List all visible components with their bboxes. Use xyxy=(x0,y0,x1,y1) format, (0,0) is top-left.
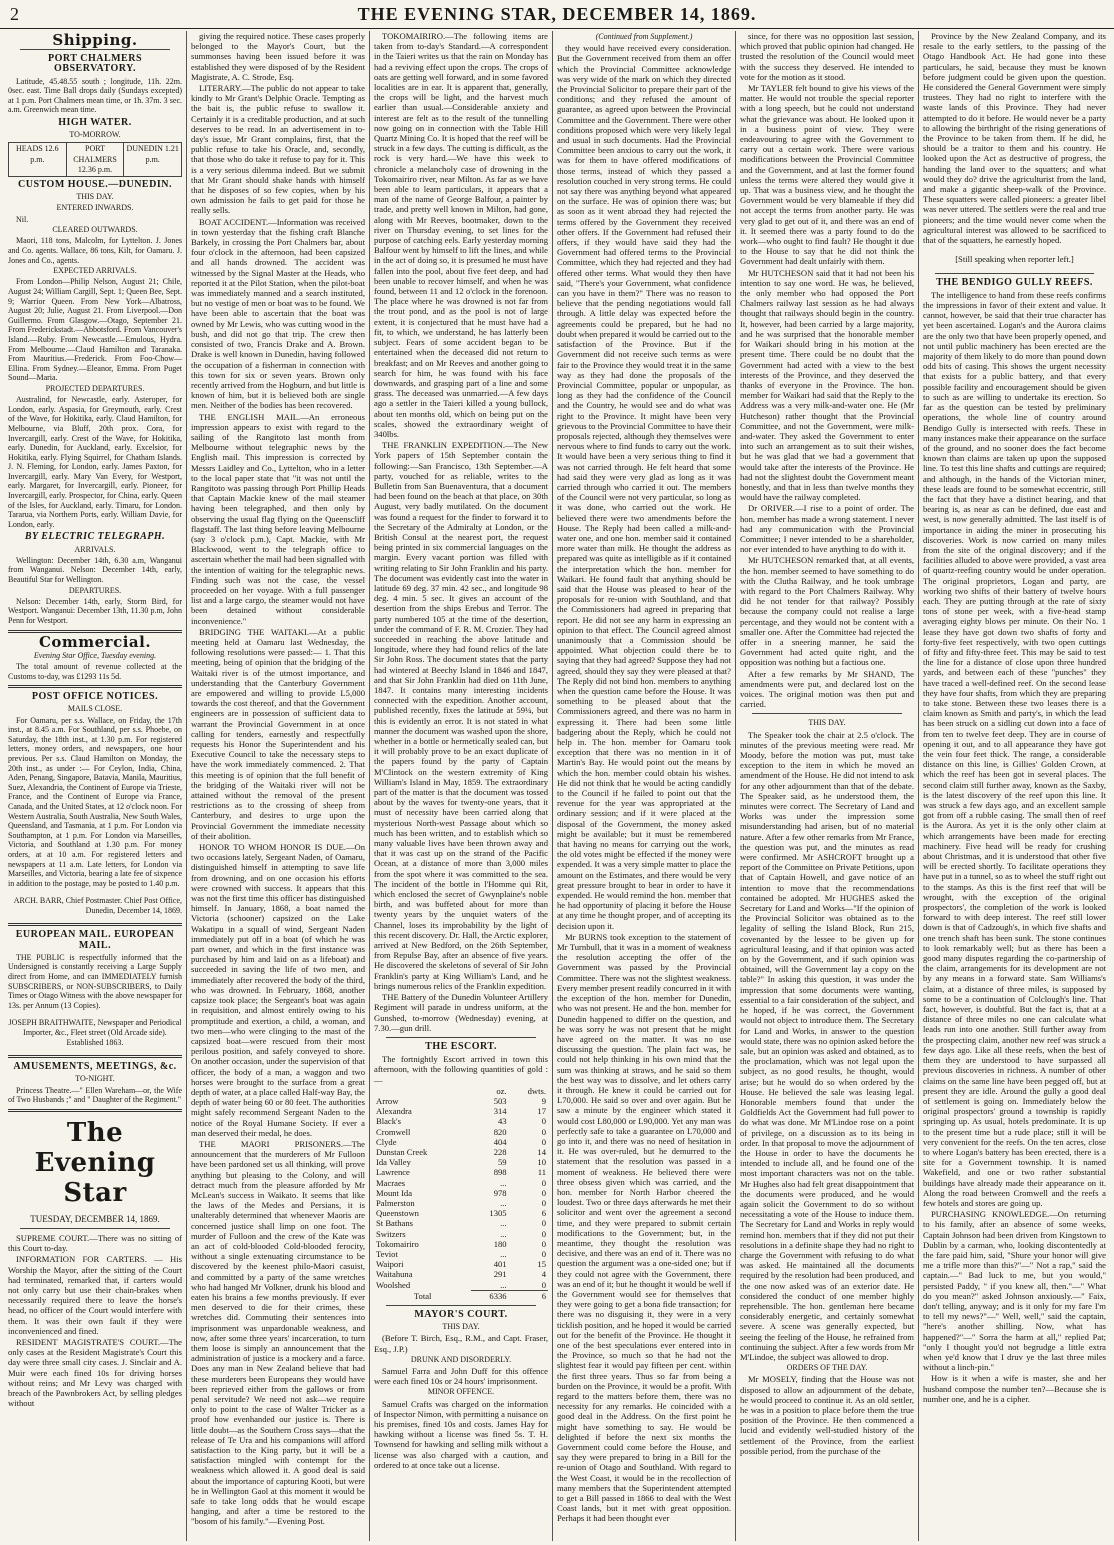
gold-cell-oz: ... xyxy=(500,1228,507,1239)
gold-cell-oz: 1305 xyxy=(489,1208,507,1219)
gold-cell-place: Arrow xyxy=(376,1095,399,1106)
customs-heading: CUSTOM HOUSE.—DUNEDIN. xyxy=(18,179,172,190)
high-water-sub: TO-MORROW. xyxy=(69,130,121,140)
departures-text: Australind, for Newcastle, early. Asteroper, for London, early. Aspasia, for Greymouth, early. Crest of the Wave, for Hokitika, early. Claud Hamilton, for Melbourne, via Bluff, 20th prox. Cora, for Invercargill, early. Crest of the Wave, for Hokitika, early. Dunedin, for Auckland, early. Excelsior, for Hokitika, early. Flying Squirrel, for Chatham Islands. J. N. Fleming, for London, early. James Paxton, for Invercargill, early. Mary Van Every, for Westport, early. Margaret, for Invercargill, early. Pioneer, for Invercargill, early. Prospector, for China, early. Queen of the Isles, for Auckland, early. Timaru, for London. Tararua, via Northern Ports, early. William Davie, for London, early. xyxy=(8,395,182,529)
column-6 xyxy=(919,31,1110,1541)
gold-cell-dwts: 15 xyxy=(537,1259,546,1270)
gold-row xyxy=(374,1229,548,1239)
mayor-court-sub: THIS DAY. xyxy=(442,1322,480,1332)
euro-mail-heading: EUROPEAN MAIL. EUROPEAN MAIL. xyxy=(15,929,175,951)
paper-title: The Evening Star xyxy=(34,1117,156,1208)
gold-cell-oz: 404 xyxy=(493,1136,507,1147)
gold-cell-dwts: 0 xyxy=(541,1126,546,1137)
col5-amendments: After a few remarks by Mr SHAND, The amendments were put, and declared lost on the voices. The original motion was then put and carried. xyxy=(740,668,914,710)
gold-cell-place: Dunstan Creek xyxy=(376,1146,428,1157)
gold-cell-place: Clyde xyxy=(376,1136,397,1147)
col2-waitaki: BRIDGING THE WAITAKI.—At a public meeting held at Oamaru last Wednesday, the following resolutions were passed:— 1. That this meeting, being of opinion that the bridging of the Waitaki river is of the utmost importance, and understanding that the Canterbury Government are empowered and willing to provide L5,000 towards the cost thereof, and that the Government engineers are in possession of sufficient data to warrant the Provincial Government in at once calling for tenders, earnestly and respectfully requests his Honor the Superintendent and his Executive Council to take the necessary steps to have the work immediately commenced. 2. That this meeting is of opinion that the full benefit of the bridging of the Waitaki river will not be attained without the removal of the present restrictions as to the crossing of sheep from Canterbury, and desires to urge upon the Provincial Government the immediate necessity of their abolition. xyxy=(191,626,365,841)
gold-row xyxy=(374,1239,548,1249)
column-5 xyxy=(736,31,919,1541)
gold-cell-dwts: 0 xyxy=(541,1177,546,1188)
continued-note: (Continued from Supplement.) xyxy=(595,32,693,41)
cleared-heading: CLEARED OUTWARDS. xyxy=(52,225,138,235)
local-carters: INFORMATION FOR CARTERS. — His Worship the Mayor, after the sitting of the Court had terminated, remarked that, if carters would not only carry but use their chain-brakes when necessarily required there to leave the horse's head, no officer of the Court would interfere with them. It was their own fault if they were inconvenienced and fined. xyxy=(8,1254,182,1336)
drunk-text: Samuel Farra and John Duff for this offence were each fined 10s or 24 hours' imprisonment. xyxy=(374,1366,548,1387)
page-number: 2 xyxy=(10,4,20,24)
drunk-heading: DRUNK AND DISORDERLY. xyxy=(410,1354,512,1364)
col2-text-1: giving the required notice. These cases properly belonged to the Mayor's Court, but the summonses having been issued before it was established they were disposed of by the Resident Magistrate, A. C. Strode, Esq. xyxy=(191,31,365,82)
gold-cell-place: Waipori xyxy=(376,1259,404,1270)
gold-total-label: Total xyxy=(413,1290,432,1301)
tel-departures-heading: DEPARTURES. xyxy=(68,585,122,595)
observatory-text: Latitude, 45.48.55 south ; longitude, 11h. 22m. 0sec. east. Time Ball drops daily (Sundays excepted) at 1 p.m. Port Chalmers mean time, or 1h. 37m. 3 sec. a.m. Greenwich mean time. xyxy=(8,76,182,115)
gold-cell-oz: 401 xyxy=(493,1259,507,1270)
euro-mail-sign: JOSEPH BRAITHWAITE, Newspaper and Periodical Importer, &c., Fleet street (Old Arcade side). Established 1863. xyxy=(8,1018,182,1047)
gold-header-row xyxy=(374,1086,548,1096)
commercial-text: The total amount of revenue collected at the Customs to-day, was £1293 11s 5d. xyxy=(8,662,182,681)
escort-heading: THE ESCORT. xyxy=(425,1040,497,1052)
gold-cell-place: Alexandra xyxy=(376,1106,412,1117)
date-line: TUESDAY, DECEMBER 14, 1869. xyxy=(30,1213,160,1224)
gold-cell-dwts: 4 xyxy=(541,1269,546,1280)
col4-burns: Mr BURNS took exception to the statement of Mr Turnbull, that it was in a moment of weakness the resolution accepting the offer of the Government was passed by the Provincial Committee. There was not the slightest weakness. Every member present readily concurred in it with the exception of the hon. member for Dunedin, who was not present. He and the hon. member for Dunedin happened to differ on the question, and he was sorry he was not present that he might have agreed on the matter. It was no use discussing the question. The plain fact was, he could not help thinking in his own mind that the sum was thinking at straws, and he said so them the best way was to dissolve, and let others carry it through. He knew it could be carried out for L70,000. He said so over and over again. But he saw a minute by the engineer which stated it would cost L80,000 or L90,000. Yet any man was perfectly safe to take a guarantee on L70,000 and go into it, and there was no need of hesitation in it. He was over-ruled, but he demurred to the statement that the resolution was passed in a moment of weakness. He believed there were three obsess given which was carried, and the hon. member for North Harbor cheered the loudest. Two or three days afterwards he met their solicitor and went over the agreement a second time, and they were prepared to submit certain modifications to the Government; but, in the meantime, they thought the resolution was decisive, and there was an end of it. There was no question the argument was a one-sided one; but if they could not agree with the Government, there was an end of it; but he thought it would be well if the Government would see for themselves that they were going to get a bona fide transaction; for there was no disguising it, they were in a very ticklish position, and he hoped it would be carried out for the benefit of the Province. He thought it one of the best speculations ever entered into in the Province, so much so that he had not the slightest fear it would pay fifteen per cent. within the first three years. Thus so far from being a burden on the Province, it would be a profit. With regard to the matters before them, there was no necessity for any remarks. He coincided with a good deal in the Address. On the first point he might have something to say. He would be delighted if before the next six months the Government could come before the House, and say they were prepared to bring in a Bill for the re-union of Otago and Southland. With regard to the West Coast, it would be in the recollection of many members that the Superintendent attempted to get a Bill passed in 1866 to deal with the West Coast lands, but it met with great opposition. Perhaps it had been thought ever xyxy=(557,931,731,1524)
gold-cell-oz: 820 xyxy=(493,1126,507,1137)
tel-departures-text: Nelson: December 14th, early, Storm Bird, for Westport. Wanganui: December 13th, 11.30 p.m, John Penn for Westport. xyxy=(8,596,182,626)
gold-row xyxy=(374,1106,548,1116)
gold-cell-dwts: 0 xyxy=(541,1228,546,1239)
commercial-sub: Evening Star Office, Tuesday evening. xyxy=(33,650,157,660)
post-text: For Oamaru, per s.s. Wallace, on Friday, the 17th inst., at 8.45 a.m. For Southland, per s.s. Phoebe, on Saturday, the 18th inst., at 1.30 p.m. For registered letters, money orders, and newspapers, one hour previous. Per s.s. Claud Hamilton on Monday, the 20th inst., as under :— For Ceylon, India, China, Aden, Penang, Singapore, Batavia, Manila, Mauritius, Suez, Alexandria, the Continent of Europe via Trieste, France, and the Continent of Europe via France, Canada, and the United States, at 12 o'clock noon. For Western Australia, South Australia, New South Wales, Queensland, and Tasmania, at 1 p.m. For London via Southampton, at 1 p.m. For London via Marseilles, Victoria, and Southland at 1.30 p.m. For money orders, at at 10 a.m. For registered letters and newspapers at 11 a.m. Late letters, for London via Marseilles, and Victoria, bearing a late fee of sixpence in addition to the postage, may be posted to 1.40 p.m. xyxy=(8,715,182,888)
col2-maori-prisoners: THE MAORI PRISONERS.—The announcement that the murderers of Mr Fulloon have been pardoned set us all thinking, will prove anything but pleasing to the Colony, and will detract much from the pleasure afforded by Mr McLean's success in Waikato. It seems that like the laws of the Medes and Persians, it is unalterably determined that whenever Maoris are concerned justice shall limp on one foot. The murder of Fulloon and the crew of the Kate was an act of cold-blooded Cold-blooded ferocity, without a single extenuating circumstance to be discovered by the keenest philo-Maori casuist, and committed by a party of the same wretches who had hanged Mr Volkner, drunk his blood and eaten his brains a few months previously. If ever men deserved to die for their crimes, these wretches did. Commuting their sentences into imprisonment was unpardonable weakness, and now, after some three years' incarceration, to turn them loose is simply an announcement that the administration of justice is a mockery and a farce. Does any man in New Zealand believe that had these murderers been Europeans they would have been reprieved either from the gallows or from penal servitude? We need not ask—we require only to point to the case of Walter Tricker as a proof how evenhanded our justice is. There is little doubt—as the Southern Cross says—that the release of Te Ura and his companions will afford satisfaction to the King party, but it will be a satisfaction mingled with contempt for the weakness which allowed it. A good deal is said about the importance of capturing Kooti, but were he in Wellington Gaol at this moment it would be safe to take long odds that he would escape hanging, and after a time be restored to the "bosom of his family."—Evening Post. xyxy=(191,1138,365,1527)
gold-cell-oz: ... xyxy=(500,1177,507,1188)
gold-row xyxy=(374,1116,548,1126)
gold-cell-place: Switzers xyxy=(376,1228,406,1239)
gold-cell-dwts: 0 xyxy=(541,1116,546,1127)
gold-cell-oz: 314 xyxy=(493,1106,507,1117)
cleared-text: Maori, 118 tons, Malcolm, for Lyttelton. J. Jones and Co. agents. Wallace, 86 tons, Kilt, for Oamaru. J. Jones and Co., agents. xyxy=(8,236,182,265)
gold-cell-dwts: 0 xyxy=(541,1248,546,1259)
local-rm-court: RESIDENT MAGISTRATE'S COURT.—The only cases at the Resident Magistrate's Court this day were three small city cases. J. Sinclair and A. Muir were each fined 10s for driving horses without reins; and Mr Levy was charged with breach of the Pawnbrokers Act, by selling pledges without xyxy=(8,1337,182,1409)
col5-this-day: The Speaker took the chair at 2.5 o'clock. The minutes of the previous meeting were read. Mr Moody, before the motion was put, must take exception to the item in which he moved an amendment of the House. He did not intend to ask for any other adjournment than that of the debate. The Speaker said, as he understood them, the minutes were correct. The Secretary of Land and Works was under the impression some misunderstanding had arisen, but of no material nature. After a few other remarks from Mr France, the question was put, and the minutes as read were confirmed. Mr ASHCROFT brought up a report of the Committee on Private Petitions, upon that of Captain Howell, and gave notice of an intention to move that the recommendations contained be adopted. Mr HUGHES asked the Secretary for Land and Works—"If the opinion of the Provincial Solicitor was obtained as to the legality of selling the Island Block, Run 215, covenanted by the lessee to be given up for agricultural leasing, and if that opinion was acted on by the Government, and if such opinion was obtained, will the Government lay a copy on the table?" In asking this question, it was under the impression that some documents were wanting, essential to a fair consideration of the subject, and he hoped, if he was correct, the Government would not object to introduce them. The Secretary for Land and Works, in answer to the question would state, there was no opinion asked before the sale, but an opinion was asked and obtained, as to the proclamation, which was not legal upon the subject, as no good results, he thought, would arise; but he would do so when ordered by the House. He believed the sale was leasing legal. Honorable members found that under the Goldfields Act the Government had full power to do what was done. Mr M'Lindoe rose on a point of privilege, on a discussion as to its being in order. In that proposal to move the adjournment of the House in order to have the documents he intended to include all, and he found one of the most important characters was not on the table. Mr Hughes also had felt great disappointment that the documents were produced, and he would again solicit the Government to do so without necessitating a vote of the House to induce them. The Secretary for Land and Works in reply would remind hon. members that if they did not put their resolutions in a definite shape they had no right to charge the Government with refusing to do what was asked. He maintained all the documents required by the resolution had been produced, and the one now asked was of an exterior date. He considered the conduct of one member highly reprehensible. The hon. gentleman here became considerably energetic, and certainly somewhat severe. A scene was generally expected, but seeing the feeling of the House, he refrained from continuing the subject. After a few words from Mr M'Lindoe, the subject was allowed to drop. xyxy=(740,729,914,1362)
col2-english-mail: THE ENGLISH MAIL.—An erroneous impression appears to exist with regard to the sailing of the Rangitoto last month from Melbourne without telegraphic news by the English mail. This impression is corrected by Messrs Laidley and Co., Lyttelton, who in a letter to the local paper state that "it was not until the Rangitoto was passing through Port Phillip Heads that Captain Mackie knew of the mail steamer having been telegraphed, and then only by observing the usual flag flying on the Queenscliff flagstaff. The last thing before leaving Melbourne (say 3 o'clock p.m.), Capt. Mackie, with Mr Blackwood, went to the telegraph office to ascertain whether the mail had been signalled with the intention of waiting for the telegraphic news. Finding such was not the case, the vessel proceeded on her voyage. With a full passenger list and a large cargo, the steamer would not have been detained without considerable inconvenience." xyxy=(191,411,365,626)
telegraph-heading: BY ELECTRIC TELEGRAPH. xyxy=(24,531,166,543)
gold-head-oz: oz. xyxy=(496,1085,507,1096)
col6-reporter-note: [Still speaking when reporter left.] xyxy=(955,253,1074,264)
entered-text: Nil. xyxy=(16,214,29,224)
gold-cell-place: Tokomairiro xyxy=(376,1238,419,1249)
col5-mosely: Mr MOSELY, finding that the House was not disposed to allow an adjournment of the debate, he would proceed to continue it. As an old settler, he was in a position to place before them the true position of the Province. He then commenced a lucid and evidently well-studied history of the settlement of the Province, from the earliest possible period, from the purchase of the xyxy=(740,1374,914,1456)
gold-row xyxy=(374,1178,548,1188)
tide-table xyxy=(8,142,182,177)
tide-dunedin: DUNEDIN 1.21 p.m. xyxy=(126,144,179,164)
minor-text: Samuel Crafts was charged on the information of Inspector Nimon, with permitting a nuisance on his premises, fined 10s and costs. James Hay for hawking without a license was fined 5s. T. H. Townsend for hawking and selling milk without a license was also charged with a caution, and ordered to at once take out a license. xyxy=(374,1398,548,1470)
bendigo-heading: THE BENDIGO GULLY REEFS. xyxy=(936,276,1093,288)
entered-heading: ENTERED INWARDS. xyxy=(56,203,134,213)
gold-row xyxy=(374,1249,548,1259)
gold-row xyxy=(374,1137,548,1147)
column-1 xyxy=(4,31,187,1541)
tide-port-chalmers: PORT CHALMERS 12.36 p.m. xyxy=(67,143,125,176)
high-water-heading: HIGH WATER. xyxy=(58,116,132,128)
gold-cell-place: Teviot xyxy=(376,1248,398,1259)
amusements-heading: AMUSEMENTS, MEETINGS, &c. xyxy=(13,1061,177,1073)
gold-cell-oz: 228 xyxy=(493,1146,507,1157)
escort-text: The fortnightly Escort arrived in town this afternoon, with the following quantities of gold :— xyxy=(374,1054,548,1085)
gold-cell-oz: 59 xyxy=(497,1157,507,1168)
gold-cell-place: Queenstown xyxy=(376,1208,419,1219)
gold-cell-place: Black's xyxy=(376,1116,401,1127)
gold-table xyxy=(374,1086,548,1301)
departures-heading: PROJECTED DEPARTURES. xyxy=(45,383,145,393)
gold-head-dwts: dwts. xyxy=(527,1085,546,1096)
gold-cell-dwts: 0 xyxy=(541,1136,546,1147)
column-3 xyxy=(370,31,553,1541)
commercial-heading: Commercial. xyxy=(38,632,152,651)
gold-row xyxy=(374,1147,548,1157)
gold-cell-place: Woolshed xyxy=(376,1279,411,1290)
gold-total-row xyxy=(374,1290,548,1301)
mayor-court-heading: MAYOR'S COURT. xyxy=(414,1308,508,1320)
gold-row xyxy=(374,1188,548,1198)
gold-row xyxy=(374,1259,548,1269)
gold-cell-dwts: 0 xyxy=(541,1279,546,1290)
col6-riddle: How is it when a wife is master, she and her husband compose the number ten?—Because she is number one, and he is a cipher. xyxy=(923,1373,1106,1404)
gold-row xyxy=(374,1269,548,1279)
mayor-court-bench: (Before T. Birch, Esq., R.M., and Capt. Fraser, Esq., J.P.) xyxy=(374,1333,548,1354)
gold-cell-oz: ... xyxy=(500,1248,507,1259)
gold-cell-oz: 43 xyxy=(497,1116,507,1127)
gold-cell-dwts: 11 xyxy=(537,1167,546,1178)
observatory-heading: PORT CHALMERS OBSERVATORY. xyxy=(47,53,143,75)
gold-cell-dwts: 0 xyxy=(541,1187,546,1198)
col6-province: Province by the New Zealand Company, and its resale to the early settlers, to the passing of the Otago Handbook Act. He had gone into these particulars, he said, because they must be known before judgment could be given upon the question. He considered the General Government were simply trustees. They had no right to interfere with the waste lands of this Province. They had never attempted to do it before. He would never be a party to allowing the birthright of the rising generations of the Province to be taken from them. If he did, he should be a traitor to them and his country. He looked upon the Act as destructive of progress, the handing the land over to the squatters; and what would they do? drive the agriculturist from the land, and make a gigantic sheep-walk of the Province. These squatters were called pioneers: a greater libel was never uttered. The settlers were the real and true pioneers; and the time would never come when the agricultural interest was allowed to be sacrificed to that of the squatters, he earnestly hoped. xyxy=(923,31,1106,246)
col3-battery: THE Battery of the Dunedin Volunteer Artillery Regiment will parade in undress uniform, at the Gunshed, to-morrow (Wednesday) evening, at 7.30.—gun drill. xyxy=(374,992,548,1033)
gold-row xyxy=(374,1198,548,1208)
gold-total-dwts: 6 xyxy=(509,1290,548,1301)
gold-cell-place: St Bathans xyxy=(376,1218,414,1229)
gold-cell-dwts: 14 xyxy=(537,1146,546,1157)
gold-total-oz: 6336 xyxy=(471,1290,508,1301)
gold-cell-place: Cromwell xyxy=(376,1126,411,1137)
col4-debate-1: they would have received every consideration. But the Government received from them an offer which the Provincial Committee acknowledge was very wide of the mark on which they directed the Provincial Solicitor to prepare their part of the conditions; and they refused the amount of guarantee, as agreed upon between the Provincial Committee and the Government. There were other conditions proposed which were very likely legal and usual in such documents. Had the Provincial Committee been anxious to carry out the work, it was for them to have offered modifications of those terms, instead of which they passed a resolution couched in very strong terms. He could not say there was anything beyond what appeared on the surface. He was of opinion there was; but as soon as it went abroad they had rejected the terms offered by the Government they received other offers. If the Government had refused their offers, if they would have said they had the Government had offered terms to the Provincial Committee, which they had rejected and they had offered other terms. What would they then have said, "There's your Government, what confidence can you have in them?" There was no reason to believe that the pending negotiations would fall through. A little delay was expected before the agreements could be prepared, but he had no doubt when prepared it would be carried out to the satisfaction of the Province. But if the Government did not receive such terms as were fair to the Province they would treat it in the same way as they had done the proposals of the Provincial Committee, popular or unpopular, as long as they had the confidence of the Council and the Country, he would see and do what was right to the Province. It might have been very grievous to the Provincial Committee to have their proposals rejected, although they themselves were nervous where to find funds to carry out the work. It would have been a very serious thing to find it was not carried through. He felt heard that some had said they were very glad as long as it was carried through who carried it out. The members of the Council were not very particular, so long as it was done, who carried out the work. He believed there were two amendments before the House. The Reply had been called a milk-and-water one, and one hon. member said it contained more water than milk. He thought the address as prepared was quite as intelligible as if it contained the interpretation which the hon. member for Waikari. He found fault that anything should be said that the House was pleased to hear of the proposals for re-union with Southland, and that the Commissioners had agreed in preparing that report. He did not see any harm in expressing an opinion to that effect. The Council agreed almost unanimously that a Commission should be appointed. What objection could there be to saying that they had agreed? Suppose they had not agreed, should they say they were pleased at that? The Reply did not bind hon. members to anything when the question came before the House. It was something to be pleased about that the Commissioners agreed, and there was no harm in expressing it. There had been some little badgering about the Reply, which he could not help in. The hon. member for Oamaru took exception that there was no mention in it of Martin's Bay. He would point out the means by which the hon. member could obtain his wishes. He did not think that he would be acting candidly to the Council if he failed to point out that the revenue for the year was appropriated at the ordinary session; and if it were placed at the disposal of the Government, the money asked might be available; but it must be remembered that having no means for carrying out the work, the old votes might be effected if the money were expended. It was a very simple matter to place the amount on the Estimates, and there would be very great pressure brought to bear in order to have it expended. He would remind the hon. member that he had opportunity of placing it before the House at any time he thought proper, and of accepting its decision upon it. xyxy=(557,43,731,931)
gold-cell-dwts: 10 xyxy=(537,1157,546,1168)
gold-cell-place: Lawrence xyxy=(376,1167,410,1178)
column-4 xyxy=(553,31,736,1541)
gold-cell-oz: ... xyxy=(500,1279,507,1290)
gold-cell-oz: 180 xyxy=(493,1238,507,1249)
gold-cell-oz: 898 xyxy=(493,1167,507,1178)
post-sign: ARCH. BARR, Chief Postmaster. Chief Post Office, Dunedin, December 14, 1869. xyxy=(13,896,182,915)
gold-cell-oz: ... xyxy=(500,1197,507,1208)
col2-boat-accident: BOAT ACCIDENT.—Information was received in town yesterday that the fishing craft Blanche Barkely, in crossing the Port Chalmers bar, about four o'clock in the afternoon, had been capsized and all hands drowned. The accident was witnessed by the Signal Master at the Heads, who reported it at the Pilot Station, when the pilot-boat was immediately manned and a search instituted, but no vestige of men or boat was to be found. We have been able to ascertain that the boat was owned by Mr Lewis, who was cutting wood in the bush, and did not go that trip. The crew then consisted of two, Francis Drake and A. Brown. Drake is well known in Dunedin, having followed the occupation of a fisherman in connection with this town for six or seven years. Brown only recently arrived from the Hogburn, and but little is known of him, but it is believed both are single men. Neither of the bodies has been recovered. xyxy=(191,216,365,411)
gold-cell-dwts: 17 xyxy=(537,1106,546,1117)
minor-heading: MINOR OFFENCE. xyxy=(427,1387,495,1397)
gold-cell-dwts: 0 xyxy=(541,1238,546,1249)
post-sub: MAILS CLOSE. xyxy=(67,704,123,714)
col5-tayler: Mr TAYLER felt bound to give his views of the matter. He would not trouble the special reporter with a long speech, but he could not understand what the grievance was about. He looked upon it in a business point of view. They were endeavouring to agree with the Government to carry out a certain work. There were various modifications between the Provincial Committee and the Government, and at last the former found unless the terms were altered they would give it up. That was a business view, and he thought the Government would be very blameable if they did not accept the terms from another party. He was very glad to get out of it, and there was an end of it. It seemed there was a party found to do the work—who ought to find fault? He thought it due to the House to say that he did not think the Government had dealt unfairly with them. xyxy=(740,83,914,267)
columns xyxy=(4,31,1110,1541)
gold-cell-oz: 503 xyxy=(493,1095,507,1106)
gold-cell-place: Palmerston xyxy=(376,1197,415,1208)
gold-row xyxy=(374,1280,548,1291)
gold-row xyxy=(374,1167,548,1177)
page-title: THE EVENING STAR, DECEMBER 14, 1869. xyxy=(357,4,757,24)
local-supreme-court: SUPREME COURT.—There was no sitting of this Court to-day. xyxy=(8,1233,182,1254)
customs-sub: THIS DAY. xyxy=(76,192,114,202)
amusements-sub: TO-NIGHT. xyxy=(75,1074,115,1084)
col2-honor: HONOR TO WHOM HONOR IS DUE.—On two occasions lately, Sergeant Naden, of Oamaru, distinguished himself in attempting to save life from drowning, and on one occasion his efforts were crowned with success. It appears that this was not the first time this officer has distinguished himself. In January, 1868, a boat named the Victoria (schooner) capsized on the Lake Wakatipu in a squall of wind, Sergeant Naden immediately put off in a boat (of which he was part owner, and which in the first instance was purchased by him and laid on as a lifeboat) and succeeded in saving the life of two men, and immediately after recovered the body of the third, who was drowned. In February, 1868, another capsize took place; the Sergeant's boat was again in requisition, and almost entirely owing to his promptitude and exertion, a child, a woman, and two men—who were clinging to the mast of the capsized boat—were rescued from their most perilous position, and safely conveyed to shore. On another occasion, under the supervision of that officer, the body of a man, a waggon and two horses were brought to the surface from a great depth of water, at a place called Half-way Bay, the depth of water being 60 or 80 feet. The authorities might safely recommend Sergeant Naden to the notice of the Royal Humane Society. If ever a man deserved their medal, he does. xyxy=(191,842,365,1138)
expected-text: From London—Philip Nelson, August 21; Chile, August 24; William Cargill, Sept. 1; Queen Bee, Sept. 9; Warrior Queen. From New York—Albatross, August 20; Julie, August 21. From Liverpool.—Don Guillermo. From Glasgow.—Otago, September 21. From Frederickstadt.—Abbotsford. From Vancouver's Island.—Ruby. From Newcastle.—Emulous, Hydra. From Melbourne.—Claud Hamilton and Taranaka. From Mauritius.—Frederick. From Foo-Chow—Ellina. From Sydney.—Eleanor, Emma. From Puget Sound—Maria. xyxy=(8,277,182,383)
gold-row xyxy=(374,1218,548,1228)
gold-row xyxy=(374,1208,548,1218)
post-heading: POST OFFICE NOTICES. xyxy=(31,691,159,703)
gold-cell-place: Waitahuna xyxy=(376,1269,413,1280)
this-day-heading: THIS DAY. xyxy=(808,718,846,728)
col3-tokomairiro: TOKOMAIRIRO.—The following items are taken from to-day's Standard.—A correspondent in the Taieri writes us that the rain on Monday has had a reviving effect upon the crops. The crops of oats are getting well forward, and in some favored localities are in ear. It is apparent that, generally, the crops will be light, and the harvest much earlier than usual.—Considerable anxiety and interest are felt as to the result of the tunnelling now going on in connection with the Table Hill Quartz Mining Co. It is hoped that the reef will be struck in a few days. The cutting is difficult, as the rock is very hard.—We have this week to chronicle a melancholy case of drowning in the Tokomairiro river, near Milton. As far as we have been able to learn particulars, it appears that a man of the name of George Balfour, a painter by trade, and pretty well known in Milton, had gone, along with Mr Reeves, bootmaker, down to the river on Thursday evening, to set lines for the purpose of catching eels. Early yesterday morning Balfour went by himself to lift the lines, and while in the act of doing so, it is presumed he must have fallen into the pool, about five feet deep, and had been unable to recover himself, and when he was found, between 11 and 12 o'clock in the forenoon. The place where he was drowned is not far from the trout pond, and as the pool is not of large extent, it is conjectured that he must have had a fit, to which, we understand, he has latterly been subject. Fears of some accident began to be entertained when the deceased did not return to breakfast; and on Mr Reeves and another going to search for him, he was found with his face downwards, and grasping part of a line and some grass. The deceased was unmarried.—A few days ago a settler in the Taieri killed a young bullock, about ten months old, which on being put on the scales, showed the extraordinary weight of 340lbs. xyxy=(374,31,548,439)
col3-franklin: THE FRANKLIN EXPEDITION.—The New York papers of 15th September contain the following:—San Francisco, 13th September.—A party, vouched for as reliable, writes to the Bulletin from San Buenaventura, that a document had been found on the beach at that place, on 30th August, very badly mutilated. On the document was found a request for the finder to forward it to the Secretary of the Admiralty at London, or the British Consul at the nearest port, the request being printed in six commercial languages on the margin. Every vacant portion was filled with writing relating to Sir John Franklin and his party. The document was evidently cast into the water in latitude 69 deg. 37 min. 42 sec., and longitude 98 deg. 4 min. 5 sec. It gives an account of the desertion from the ships Erebus and Terror. The party numbered 105 at the time of the desertion, under the command of F. R. M. Crozier. They had succeeded in reaching the above latitude and longitude, where they had found relics of the late Sir John Ross. The document states that the party had wintered at Beechy Island in 1846 and 1847, and that Sir John Franklin had died on 11th June, 1847. It contains many interesting incidents connected with the expedition. Another account, published recently, fixes the latitude at 59¼, but this is evidently an error. It is not stated in what manner the document was washed upon the shore, whether in a bottle or hermetically sealed can, but it will probably prove to be an exact duplicate of the papers found by the party of Captain M'Clintock on the western extremity of King William's Island in May, 1859. The extraordinary part of the matter is that the document was tossed about by the waves for twenty-one years, that it must of necessity have been carried along that mysterious North-west Passage about which so much has been written, and to establish which so many valuable lives have been thrown away and that it was cast up on the strand of the Pacific Ocean, at a distance of more than 3,000 miles from the spot where it was committed to the sea. The incident of the bottle in l'Homme qui Rit, which enclosed the secret of Gwynplaine's noble birth, and was buffeted about for more than twenty years by the unquiet waters of the Channel, loses its improbability by the light of this recent discovery. Dr. Hall, the Arctic explorer, arrived at New Bedford, on the 26th September, from Repulse Bay, after an absence of five years. He discovered the skeletons of several of Sir John Franklin's party at King William's Land, and he brings numerous relics of the Franklin expedition. xyxy=(374,440,548,991)
orders-heading: ORDERS OF THE DAY. xyxy=(786,1363,868,1373)
col5-text-1: since, for there was no opposition last session, which proved that public opinion had changed. He trusted the resolution of the Council would meet with the success they deserved. He intended to vote for the motion as it stood. xyxy=(740,31,914,82)
tel-arrivals-text: Wellington: December 14th, 6.30 a.m, Wanganui from Wanganui. Nelson: December 14th, early, Beautiful Star for Wellington. xyxy=(8,555,182,585)
gold-cell-oz: 978 xyxy=(493,1187,507,1198)
column-2 xyxy=(187,31,370,1541)
page-header xyxy=(0,0,1114,29)
gold-cell-oz: ... xyxy=(500,1218,507,1229)
amusements-text: Princess Theatre.—" Ellen Wareham—or, the Wife of Two Husbands ;" and " Daughter of the Regiment." xyxy=(8,1085,182,1105)
euro-mail-text: THE PUBLIC is respectfully informed that the Undersigned is constantly receiving a Large Supply direct from Home, and can IMMEDIATELY furnish SUBSCRIBERS, or NON-SUBSCRIBERS, to Daily Times or Otago Witness with the above newspaper for 13s. per Annum (13 Copies). xyxy=(8,952,182,1010)
tel-arrivals-heading: ARRIVALS. xyxy=(74,544,116,554)
tide-heads: HEADS 12.6 p.m. xyxy=(9,143,67,176)
gold-cell-place: Mount Ida xyxy=(376,1187,413,1198)
gold-row xyxy=(374,1127,548,1137)
gold-cell-dwts: 9 xyxy=(541,1095,546,1106)
gold-cell-place: Ida Valley xyxy=(376,1157,411,1168)
col6-purchasing: PURCHASING KNOWLEDGE.—On returning to his family, after an absence of some weeks, Captain Johnson had been driven from Kingstown to Dublin by a carman, who, looking discontentedly at the fare paid him, said, "Shure your honor will give me a trifle more than this?"—" Not a rap," said the captain.—" Bad luck to me, but you would," persisted Paddy, " if you knew all, then."—" What do you mean?" asked Johnson anxiously.—" Faix, don't telling, anyway; and is it only for my fare I'm to tell my news?"—" Well, well," said the captain, "here's another shilling. Now, what has happened?"—" Sorra the harm at all," replied Pat; "only I thought you'd not begrudge a little extra when ye'd know that I druv ye the last three miles without a linch-pin." xyxy=(923,1209,1106,1373)
gold-cell-dwts: 6 xyxy=(541,1208,546,1219)
gold-cell-place: Macraes xyxy=(376,1177,406,1188)
gold-cell-dwts: 0 xyxy=(541,1197,546,1208)
col5-oriver: Dr ORIVER.—I rise to a point of order. The hon. member has made a wrong statement. I never had any communication with the Provincial Committee; I never intended to be a shareholder, nor ever intended to have anything to do with it. xyxy=(740,503,914,555)
col2-literary: LITERARY.—The public do not appear to take kindly to Mr Grant's Delphic Oracle. Tempting as the bait is, the public refuse to swallow it. Certainly it is a creditable production, and at such deserves to be read. In an advertisement in to-day's issue, Mr Grant complains, first, that the public refuse to take his Oracle, and, secondly, that those who do take it refuse to pay for it. This is a very serious dilemma indeed. But we submit that Mr Grant should shake hands with himself that he disposes of so few copies, when by his own admission he fails to get paid for those he really sells. xyxy=(191,83,365,216)
col6-bendigo: The intelligence to hand from these reefs confirms the impressions in favor of their extent and value. It cannot, however, be said that their true character has yet been ascertained. Logan's and the Aurora claims are the only two that have been properly opened, and not until public machinery has been erected are the majority of them likely to do more than pound down odd bits of casing. This shows the urgent necessity that exists for a public battery, and that every possible facility and encouragement should be given to such as are willing to undertake its erection. So far as the question can be tested by preliminary operations, the whole line of country around Bendigo Gully is intersected with reefs. These in many instances make their appearance on the surface of the ground, and no sooner does the fact become known than claims are taken up upon the supposed line. To test this line shafts and cuttings are required; and although, in the hands of the Victorian miner, these leads are found to be somewhat eccentric, still the fact that they have a distinct bearing, and that bearing is, as near as can be defined, due east and west, is now generally admitted. The last itself is of importance in aiding the miner in prosecuting his discoveries. Work is now carried on many miles from the site of the original discovery; and if the facilities alluded to above were provided, a vast area of quartz-reefing country would be under operation. The original proprietors, Logan and party, are working two shifts of their battery of twelve hours each. They are putting through at the rate of sixty tons of stone per week, with a five-head stamp averaging eighty blows per minute. On their No. 1 lease they have got down two shafts of forty and forty-five feet respectively, with two open cuttings of fifty and fifty-three feet. This may be said to test the line for a distance of close upon three hundred yards, and between each of these "punches" they have traced a well-defined reef. On the second lease they have four shafts, from which they are preparing to take stone. Between these two leases there is a claim known as Smith and party's, in which the lead has been struck on a sidling cut down into a face of from ten to twelve feet deep. They are in course of opening it out, and to all appearance they have got the vein four feet thick. The range, a considerable distance on this line, is Gillies' Golden Crown, at which the reef has been got in several places. The second claim still further away, known as the Saxby, is the latest discovery of the reef upon this line. It was struck a few days ago, and an excellent sample got from off a rubble casing. The small then of reef is the Aurora. As yet it is the only other claim at which arrangements have been made for erecting machinery. Five head will be ready for crushing about Christmas, and it is understood that other five will be erected shortly. To facilitate operations they have put in a tunnel, so as to wheel the stuff right out to the stamps. As this is the first reef that will be wrought, with the exception of the original prospectors', the completion of the work is looked forward to with deep interest. The reef still lower down is that of Cadzough's, in which five shafts and one trench shaft has been sunk. The stone continues to look remarkably well; but as there has been a good many disputes regarding the co-partnership of the claim, arrangements for its development are not by any means in a forward state. Sam Williams's claim, at a distance of three miles, is supposed by some to be a continuation of Colclough's line. That fact, however, is doubtful. But the fact is, that at a distance of three miles no one can calculate what leads run into one another. Still further away from the prospecting claim, another new reef was struck a few days ago. Like all these reefs, when the best of them they are understood to have surpassed all previous discoveries in richness. A number of other claims on the same line have been pegged off, but at present they are idle. Around the gully a good deal of settlement is going on. Immediately below the original prospectors' ground a township is rapidly springing up. As usual, hotels predominate. It is up to the present time but a rude place; still it will be very convenient for the reefs. On the ten acres, close to where Logan's battery has been erected, there is a site for a Government township. It is named Wakefield, and one or two rather substantial buildings have already made their appearance on it. Along the road between Cromwell and the reefs a few hotels and stores are going up. xyxy=(923,289,1106,1208)
gold-cell-oz: 291 xyxy=(493,1269,507,1280)
shipping-heading: Shipping. xyxy=(52,31,138,49)
expected-heading: EXPECTED ARRIVALS. xyxy=(53,266,137,276)
gold-cell-dwts: 0 xyxy=(541,1218,546,1229)
col5-hutcheson: Mr HUTCHESON said that it had not been his intention to say one word. He was, he believed, the only member who had opposed the Port Chalmers railway last session as he had always thought that railways should begin in the country. It, however, had been carried by a large majority, and he was surprised that the honorable member for Waikari should bring in his motion at the present time. There could be no doubt that the Government had acted with a view to the best interests of the Province, and they deserved the thanks of everyone in the Province. The hon. member for Waikari had said that the Reply to the Address was a very milk-and-water one. He (Mr Hutcheson) rather thought that the Provincial Committee, and not the Government, were milk-and-water. They asked the Government to enter into such an arrangement as to suit their wishes, but he was glad that we had a government that would take after the interests of the Province. He had not the slightest doubt the Government meant honestly, and that in less than twelve months they would have the railway completed. xyxy=(740,267,914,503)
gold-row xyxy=(374,1096,548,1106)
gold-row xyxy=(374,1157,548,1167)
col5-hutcheson-2: Mr HUTCHESON remarked that, at all events, the hon. member seemed to have something to do with the Clutha Railway, and he took umbrage with regard to the Port Chalmers Railway. Why did he not tender for that railway? Possibly because the company could not realise a large percentage, and they would not be content with a smaller one. After the Committee had rejected the offer in a sneering manner, he said the Government had acted quite right, and the opposition was nothing but a factious one. xyxy=(740,555,914,668)
